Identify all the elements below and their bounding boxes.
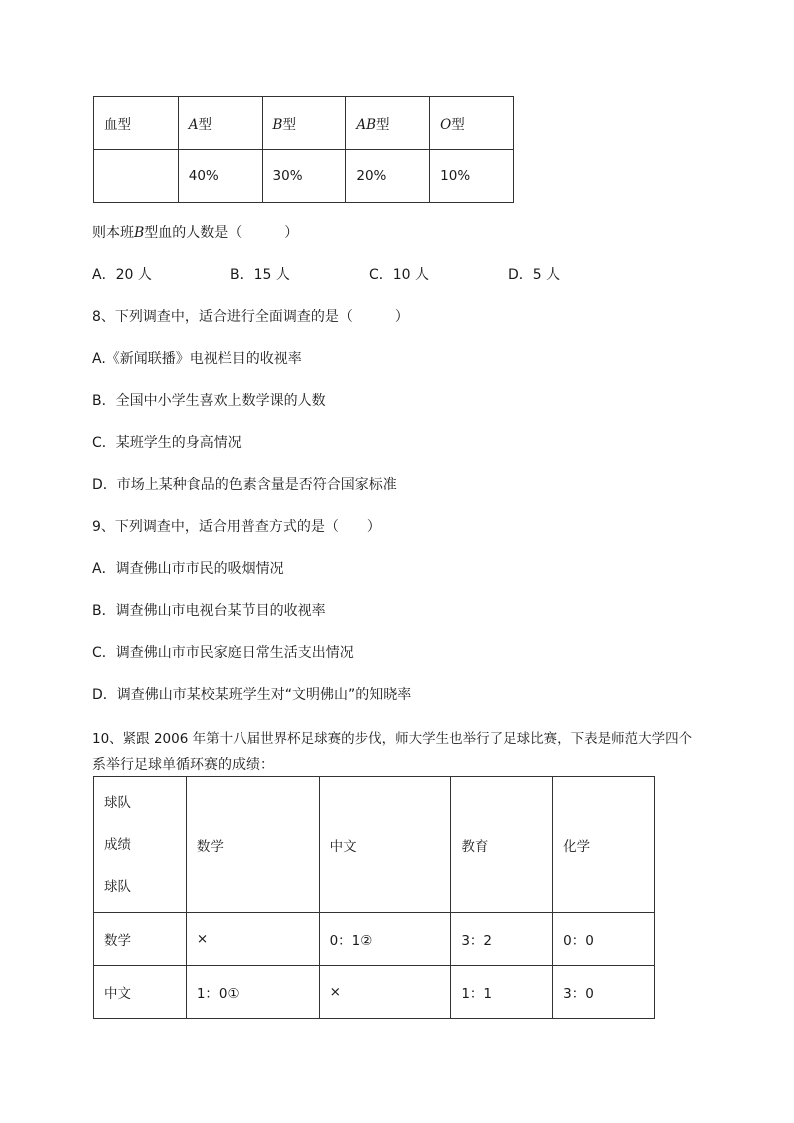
q7-option-c: C．10 人 xyxy=(369,267,430,283)
blood-header-a: A型 xyxy=(178,97,262,150)
score-cell: 0：1② xyxy=(319,913,451,966)
q7-option-b: B．15 人 xyxy=(230,267,290,283)
q7-stem: 则本班B型血的人数是（ ） xyxy=(92,225,299,241)
blood-cell-ab: 20% xyxy=(346,150,430,203)
blood-cell-empty xyxy=(94,150,179,203)
q10-stem-line1: 10、紧跟 2006 年第十八届世界杯足球赛的步伐，师大学生也举行了足球比赛，下表是师范大学四个 xyxy=(92,731,693,747)
q9-option-c: C．调查佛山市市民家庭日常生活支出情况 xyxy=(92,645,354,661)
corner-label-top: 球队 xyxy=(104,794,131,811)
score-cell: 3：2 xyxy=(451,913,553,966)
blood-type-table xyxy=(93,96,514,203)
q8-stem: 8、下列调查中，适合进行全面调查的是（ ） xyxy=(92,309,409,325)
q7-option-d: D．5 人 xyxy=(508,267,561,283)
corner-label-mid: 成绩 xyxy=(104,836,131,853)
blood-cell-a: 40% xyxy=(178,150,262,203)
score-col-chemistry: 化学 xyxy=(553,777,655,913)
score-col-math: 数学 xyxy=(186,777,319,913)
score-row-team: 数学 xyxy=(94,913,187,966)
table-row xyxy=(94,97,514,150)
score-row-team: 中文 xyxy=(94,966,187,1019)
score-cell: 3：0 xyxy=(553,966,655,1019)
q8-option-c: C．某班学生的身高情况 xyxy=(92,435,242,451)
score-cell: 0：0 xyxy=(553,913,655,966)
q9-stem: 9、下列调查中，适合用普查方式的是（ ） xyxy=(92,519,381,535)
q7-option-a: A．20 人 xyxy=(92,267,152,283)
table-row xyxy=(94,777,655,913)
corner-label-bottom: 球队 xyxy=(104,878,131,895)
blood-cell-o: 10% xyxy=(430,150,514,203)
blood-header-ab: AB型 xyxy=(346,97,430,150)
blood-header-label: 血型 xyxy=(94,97,179,150)
score-col-education: 教育 xyxy=(451,777,553,913)
q9-option-a: A．调查佛山市市民的吸烟情况 xyxy=(92,561,284,577)
q8-option-d: D．市场上某种食品的色素含量是否符合国家标准 xyxy=(92,477,397,493)
q9-option-b: B．调查佛山市电视台某节目的收视率 xyxy=(92,603,326,619)
q9-option-d: D．调查佛山市某校某班学生对“文明佛山”的知晓率 xyxy=(92,687,412,703)
blood-header-b: B型 xyxy=(262,97,346,150)
score-cell: 1：0① xyxy=(186,966,319,1019)
blood-header-o: O型 xyxy=(430,97,514,150)
table-row xyxy=(94,913,655,966)
score-table xyxy=(93,776,655,1019)
score-corner-cell xyxy=(94,777,187,913)
score-cell: × xyxy=(186,913,319,966)
blood-cell-b: 30% xyxy=(262,150,346,203)
q8-option-a: A.《新闻联播》电视栏目的收视率 xyxy=(92,351,302,367)
score-col-chinese: 中文 xyxy=(319,777,451,913)
table-row xyxy=(94,150,514,203)
score-cell: × xyxy=(319,966,451,1019)
q10-stem-line2: 系举行足球单循环赛的成绩： xyxy=(92,757,274,773)
score-cell: 1：1 xyxy=(451,966,553,1019)
q8-option-b: B．全国中小学生喜欢上数学课的人数 xyxy=(92,393,326,409)
table-row xyxy=(94,966,655,1019)
